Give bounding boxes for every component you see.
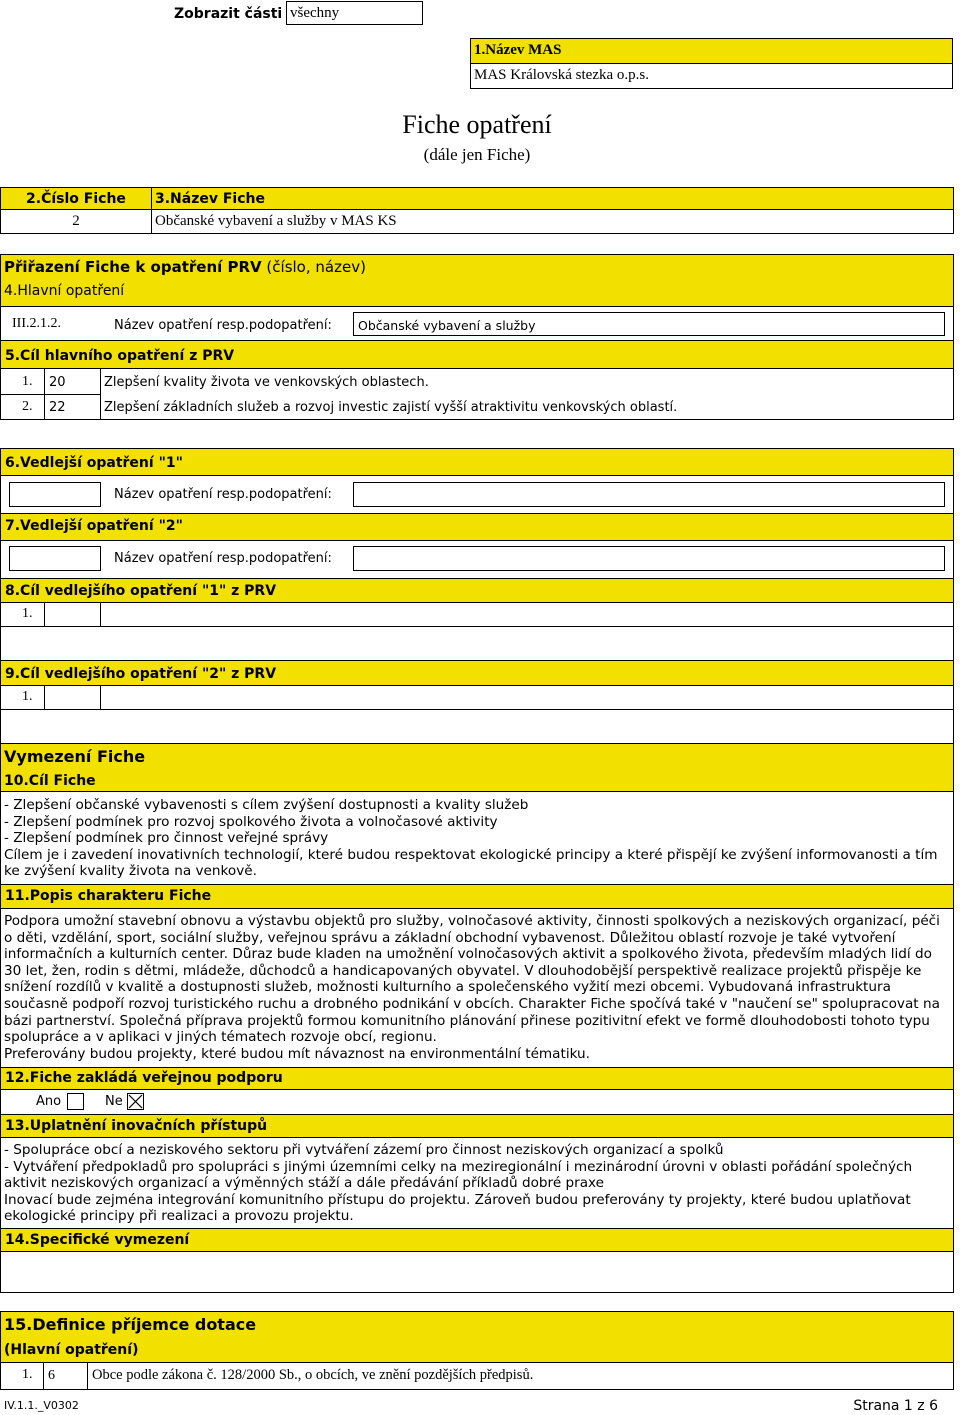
s14-label: 14.Specifické vymezení [5,1232,190,1248]
s10-label: 10.Cíl Fiche [4,773,96,789]
s11-header [0,884,954,909]
s15-label: 15.Definice příjemce dotace [4,1315,257,1334]
main-goal-code: 20 [49,375,66,390]
check-cross-icon [128,1094,143,1109]
fiche-name-header [151,187,954,210]
fiche-number-header [0,187,152,210]
mas-name-cell [470,63,953,89]
assignment-heading [4,258,366,276]
goal-side1-divider [100,602,101,627]
s12-no-label: Ne [105,1094,123,1109]
s14-header [0,1228,954,1252]
s10-line: - Zlepšení občanské vybavenosti s cílem zvýšení dostupnosti a kvality služeb [4,797,529,813]
fiche-name-cell [151,209,954,234]
side1-header [0,448,954,476]
main-goal-idx: 1. [22,374,33,389]
main-goal-text: Zlepšení základních služeb a rozvoj investic zajistí vyšší atraktivitu venkovských oblastí. [104,400,678,415]
s12-yes-label: Ano [36,1094,62,1109]
mas-header [470,38,953,64]
side2-code-field [9,546,101,571]
s10-line: - Zlepšení podmínek pro rozvoj spolkového života a volnočasové aktivity [4,813,498,830]
side1-name-field [353,482,945,507]
s12-no-checkbox[interactable] [127,1093,144,1110]
main-goal-text: Zlepšení kvality života ve venkovských oblastech. [104,375,429,390]
goal-side1-label: 8.Cíl vedlejšího opatření "1" z PRV [5,583,277,599]
fiche-number: 2 [72,213,80,229]
s13-line: - Vytváření předpokladů pro spolupráci s jinými územními celky na meziregionální i mezinárodní úrovni v oblasti pořádání společných aktivit neziskových organizací a výměnných stáží a dále předávání příkladů dobré praxe [4,1158,913,1192]
assignment-heading-normal: (číslo, název) [261,258,366,276]
goal-side2-divider [100,685,101,710]
goal-side2-label: 9.Cíl vedlejšího opatření "2" z PRV [5,666,277,682]
side2-label: 7.Vedlejší opatření "2" [5,518,183,534]
goal-side2-extra [0,709,954,744]
main-measure-name-label: Název opatření resp.podopatření: [114,318,332,333]
filter-label: Zobrazit části [174,6,283,22]
goal-side1-header [0,578,954,603]
main-goal-code: 22 [49,400,66,415]
goal-side1-row [0,602,954,627]
main-goal-header [0,340,954,369]
side2-name-field [353,546,945,571]
main-goal-label: 5.Cíl hlavního opatření z PRV [5,348,235,364]
goal-side2-divider [44,685,45,710]
goal-side2-header [0,660,954,686]
s10-line: Cílem je i zavedení inovativních technologií, které budou respektovat ekologické principy a které přispějí ke zvýšení informovanosti a tím ke zvýšení kvality života na venkově. [4,846,938,880]
main-measure-code: III.2.1.2. [12,316,61,331]
goal-side2-row [0,685,954,710]
s15-sub: (Hlavní opatření) [4,1342,139,1358]
footer-page: Strana 1 z 6 [853,1398,938,1414]
s15-divider [87,1362,88,1390]
main-goal-divider [100,368,101,420]
side1-code-field [9,482,101,507]
footer-code: IV.1.1._V0302 [4,1399,79,1412]
side1-name-label: Název opatření resp.podopatření: [114,487,332,502]
s11-label: 11.Popis charakteru Fiche [5,888,212,904]
side1-label: 6.Vedlejší opatření "1" [5,455,183,471]
s10-text [4,797,950,880]
s15-divider [43,1362,44,1390]
main-measure-label: 4.Hlavní opatření [4,283,125,299]
mas-header-label: 1.Název MAS [474,42,562,58]
assignment-heading-bold: Přiřazení Fiche k opatření PRV [4,258,262,276]
side2-name-label: Název opatření resp.podopatření: [114,551,332,566]
s11-text [4,913,951,1062]
definition-heading: Vymezení Fiche [4,747,146,766]
s13-text [4,1142,951,1225]
fiche-number-cell [0,209,152,234]
filter-value: všechny [290,5,340,21]
goal-side1-extra [0,626,954,661]
main-goal-row-divider [0,394,100,395]
s11-paragraph: Podpora umožní stavební obnovu a výstavbu objektů pro služby, volnočasové aktivity, činnosti spolkových a neziskových organizací, péči o děti, vzdělání, sport, sociální služby, veřejnou správu a základní obchodní vybavenost. Důležitou oblastí rozvoje je také vytvoření informačních a kulturních center. Důraz bude kladen na umožnění volnočasových aktivit a spolkového života, především mladých lidí do 30 let, žen, rodin s dětmi, mládeže, důchodců a handicapovaných obyvatel. V dlouhodobější perspektivě realizace projektů přispěje ke snížení rozdílů v kvalitě a dostupnosti služeb, možnosti kulturního a společenského vyžití mezi obcemi. Vybudovaná infrastruktura současně podpoří rozvoj turistického ruchu a drobného podnikání v obcích. Charakter Fiche spočívá také v "naučení se" spolupracovat na bázi partnerství. Společná příprava projektů formou komunitního plánování přinese pozitivitní efekt ve formě dlouhodobosti tohoto typu spolupráce a v aplikaci v jiných tématech rozvoje obcí, regionu. [4,913,940,1046]
s12-header [0,1067,954,1090]
s13-line: Inovací bude zejména integrování komunitního přístupu do projektu. Zároveň budou preferovány ty projekty, které budou uplatňovat ekologické principy při realizaci a provozu projektu. [4,1191,911,1225]
fiche-name-label: 3.Název Fiche [155,191,265,207]
s15-idx: 1. [22,1367,33,1382]
s15-text: Obce podle zákona č. 128/2000 Sb., o obcích, ve znění pozdějších předpisů. [92,1367,534,1383]
s13-line: - Spolupráce obcí a neziskového sektoru při vytváření zázemí pro činnost neziskových organizací a spolků [4,1142,724,1158]
s14-content [0,1251,954,1293]
main-measure-name-field [353,312,945,336]
s13-label: 13.Uplatnění inovačních přístupů [5,1118,268,1134]
s15-code: 6 [48,1368,55,1383]
main-measure-name: Občanské vybavení a služby [358,318,536,333]
filter-select[interactable] [286,1,423,25]
goal-side2-idx: 1. [22,689,33,704]
s12-yes-checkbox[interactable] [67,1093,84,1110]
page-subtitle: (dále jen Fiche) [423,145,531,164]
s13-header [0,1114,954,1138]
s11-paragraph: Preferovány budou projekty, které budou mít návaznost na environmentální tématiku. [4,1045,590,1062]
fiche-number-label: 2.Číslo Fiche [26,191,126,207]
goal-side1-divider [44,602,45,627]
s10-line: - Zlepšení podmínek pro činnost veřejné správy [4,830,329,847]
main-goal-idx: 2. [22,399,33,414]
page-title: Fiche opatření [402,110,552,139]
mas-name: MAS Královská stezka o.p.s. [474,67,649,83]
s12-label: 12.Fiche zakládá veřejnou podporu [5,1070,283,1086]
side2-header [0,513,954,541]
fiche-name: Občanské vybavení a služby v MAS KS [155,213,397,229]
goal-side1-idx: 1. [22,606,33,621]
